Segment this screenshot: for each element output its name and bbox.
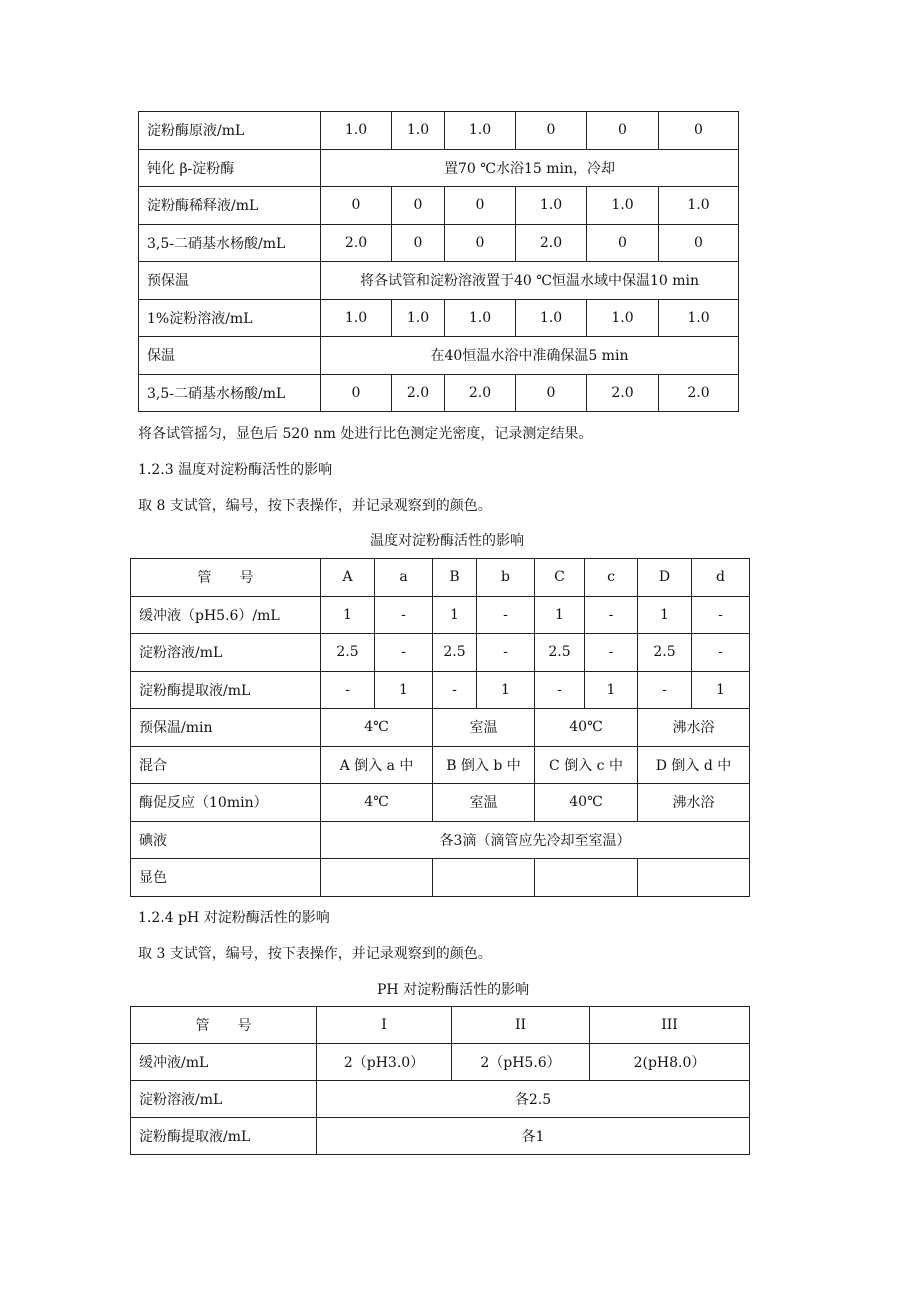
tube-header: b [477,559,535,597]
row-label: 淀粉酶提取液/mL [131,1118,317,1155]
cell: 1.0 [587,299,659,337]
instruction-paragraph: 取 8 支试管，编号，按下表操作，并记录观察到的颜色。 [138,498,492,514]
cell: 2.0 [587,374,659,412]
table-row [131,784,750,822]
merged-cell: 置70 ℃水浴15 min，冷却 [321,149,739,187]
cell: C 倒入 c 中 [535,746,638,784]
empty-cell [535,859,638,897]
cell: B 倒入 b 中 [433,746,535,784]
cell: - [585,634,638,672]
row-label: 酶促反应（10min） [131,784,321,822]
cell: 1.0 [445,299,516,337]
table-header-row [131,1007,750,1044]
cell: 40℃ [535,709,638,747]
cell: 2.5 [321,634,375,672]
merged-cell: 将各试管和淀粉溶液置于40 ℃恒温水域中保温10 min [321,262,739,300]
table-row [139,149,739,187]
cell: 1 [433,596,477,634]
row-label: 保温 [139,337,321,375]
table-row [131,1118,750,1155]
merged-cell: 各1 [317,1118,750,1155]
table-row [131,859,750,897]
instruction-paragraph: 取 3 支试管，编号，按下表操作，并记录观察到的颜色。 [138,946,492,962]
cell: 2.0 [321,224,392,262]
row-label: 显色 [131,859,321,897]
cell: 0 [321,187,392,225]
cell: 1 [375,671,433,709]
cell: 1.0 [659,299,739,337]
cell: 0 [659,224,739,262]
table-row [139,224,739,262]
cell: 2（pH5.6） [452,1044,590,1081]
table-row [131,1044,750,1081]
cell: 1 [692,671,750,709]
cell: 0 [392,187,445,225]
cell: 室温 [433,784,535,822]
cell: 0 [392,224,445,262]
table-caption: 温度对淀粉酶活性的影响 [370,533,524,549]
row-label: 预保温/min [131,709,321,747]
cell: 1.0 [516,299,587,337]
cell: D 倒入 d 中 [638,746,750,784]
tube-header: B [433,559,477,597]
table-row [131,1081,750,1118]
cell: 4℃ [321,784,433,822]
tube-header: A [321,559,375,597]
tube-header: c [585,559,638,597]
row-label: 淀粉酶提取液/mL [131,671,321,709]
cell: 0 [321,374,392,412]
cell: 0 [587,112,659,150]
cell: 1 [638,596,692,634]
table-row [131,671,750,709]
cell: 1.0 [321,299,392,337]
cell: 2.0 [659,374,739,412]
row-label: 淀粉酶原液/mL [139,112,321,150]
cell: 2.0 [445,374,516,412]
empty-cell [433,859,535,897]
cell: 0 [659,112,739,150]
merged-cell: 各3滴（滴管应先冷却至室温） [321,821,750,859]
cell: 2.0 [392,374,445,412]
table-row [139,187,739,225]
table-row [139,337,739,375]
cell: 沸水浴 [638,784,750,822]
cell: - [477,634,535,672]
merged-cell: 在40恒温水浴中准确保温5 min [321,337,739,375]
section-heading-1-2-3: 1.2.3 温度对淀粉酶活性的影响 [138,462,333,478]
cell: 沸水浴 [638,709,750,747]
table-header-row [131,559,750,597]
tube-header: d [692,559,750,597]
header-label: 管 号 [131,559,321,597]
cell: 2.0 [516,224,587,262]
cell: 0 [587,224,659,262]
table-row [131,821,750,859]
section-heading-1-2-4: 1.2.4 pH 对淀粉酶活性的影响 [138,910,330,926]
table-row [139,112,739,150]
tube-header: a [375,559,433,597]
cell: 0 [445,224,516,262]
cell: 1.0 [392,299,445,337]
cell: - [638,671,692,709]
tube-header: D [638,559,692,597]
cell: 1.0 [516,187,587,225]
cell: 0 [516,374,587,412]
row-label: 1%淀粉溶液/mL [139,299,321,337]
cell: 1 [477,671,535,709]
cell: 4℃ [321,709,433,747]
cell: 1 [535,596,585,634]
cell: A 倒入 a 中 [321,746,433,784]
table-row [139,299,739,337]
enzyme-assay-table [138,111,739,412]
cell: 2(pH8.0） [590,1044,750,1081]
empty-cell [321,859,433,897]
instruction-paragraph: 将各试管摇匀，显色后 520 nm 处进行比色测定光密度，记录测定结果。 [138,426,593,442]
row-label: 预保温 [139,262,321,300]
row-label: 缓冲液（pH5.6）/mL [131,596,321,634]
row-label: 混合 [131,746,321,784]
cell: 1 [585,671,638,709]
cell: - [375,596,433,634]
cell: 2.5 [535,634,585,672]
ph-effect-table [130,1006,750,1155]
row-label: 3,5-二硝基水杨酸/mL [139,224,321,262]
cell: 2（pH3.0） [317,1044,452,1081]
table-row [131,634,750,672]
cell: 40℃ [535,784,638,822]
cell: 1.0 [659,187,739,225]
row-label: 缓冲液/mL [131,1044,317,1081]
tube-header: II [452,1007,590,1044]
row-label: 3,5-二硝基水杨酸/mL [139,374,321,412]
row-label: 碘液 [131,821,321,859]
cell: 1.0 [321,112,392,150]
cell: - [535,671,585,709]
row-label: 淀粉溶液/mL [131,634,321,672]
cell: - [692,634,750,672]
table-caption: PH 对淀粉酶活性的影响 [377,982,530,998]
table-row [131,746,750,784]
cell: - [321,671,375,709]
temperature-effect-table [130,558,750,897]
cell: 1.0 [392,112,445,150]
cell: 0 [516,112,587,150]
row-label: 淀粉溶液/mL [131,1081,317,1118]
cell: 1 [321,596,375,634]
empty-cell [638,859,750,897]
cell: - [477,596,535,634]
tube-header: III [590,1007,750,1044]
cell: - [692,596,750,634]
merged-cell: 各2.5 [317,1081,750,1118]
cell: 1.0 [587,187,659,225]
row-label: 钝化 β-淀粉酶 [139,149,321,187]
table-row [139,374,739,412]
cell: 2.5 [638,634,692,672]
table-row [139,262,739,300]
tube-header: I [317,1007,452,1044]
cell: - [375,634,433,672]
cell: 1.0 [445,112,516,150]
row-label: 淀粉酶稀释液/mL [139,187,321,225]
tube-header: C [535,559,585,597]
cell: - [433,671,477,709]
cell: 室温 [433,709,535,747]
table-row [131,596,750,634]
header-label: 管 号 [131,1007,317,1044]
table-row [131,709,750,747]
cell: 2.5 [433,634,477,672]
cell: - [585,596,638,634]
cell: 0 [445,187,516,225]
